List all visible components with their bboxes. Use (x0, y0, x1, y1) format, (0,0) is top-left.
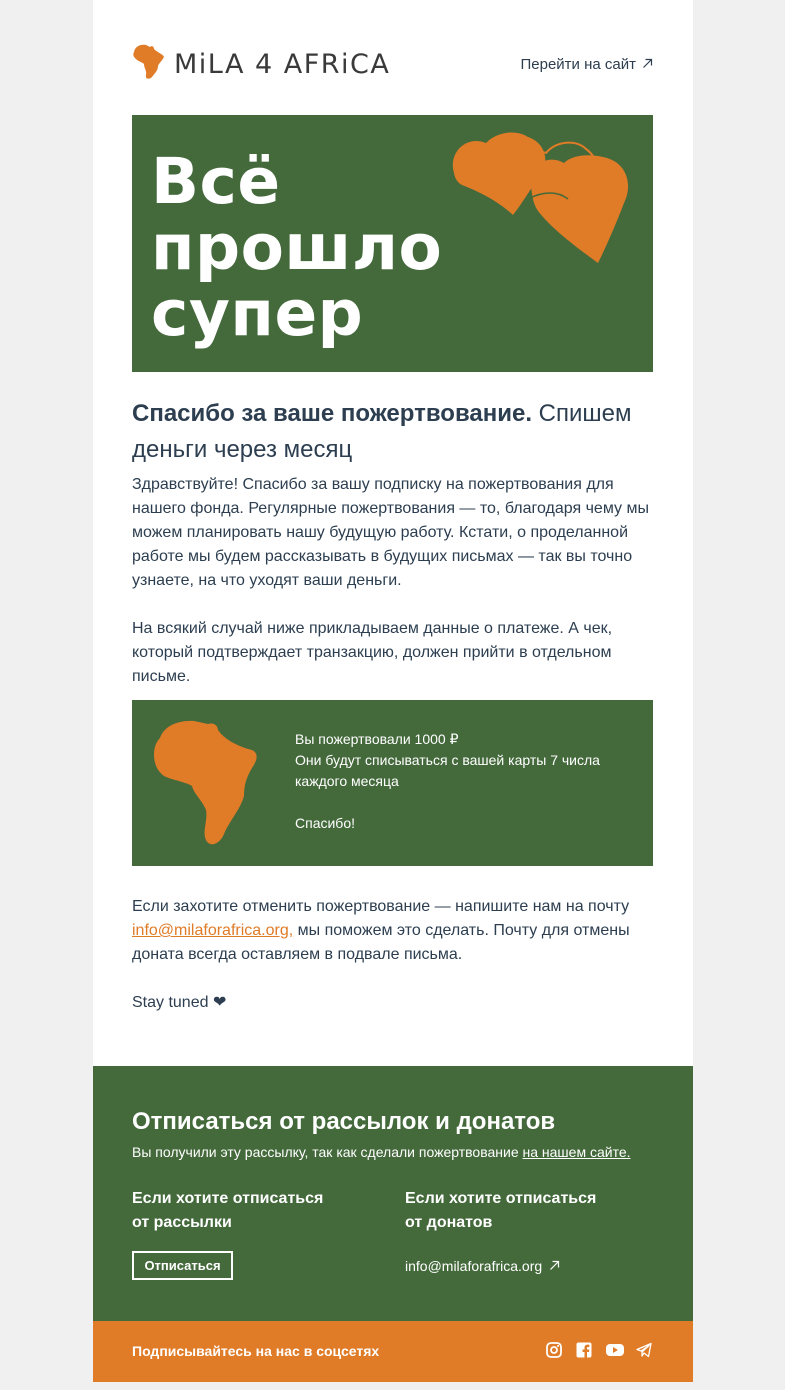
telegram-icon[interactable] (636, 1342, 652, 1360)
lead-bold: Спасибо за ваше пожертвование. (132, 400, 532, 427)
go-to-site-label: Перейти на сайт (520, 56, 636, 73)
email-card (93, 0, 693, 1066)
footer-subtitle-text: Вы получили эту рассылку, так как сделали пожертвование (132, 1144, 523, 1160)
lead-heading (132, 396, 653, 468)
social-icons (546, 1342, 652, 1360)
unsubscribe-newsletter-title: Если хотите отписаться от рассылки (132, 1190, 324, 1231)
donation-spacer (295, 792, 625, 813)
payment-note-paragraph: На всякий случай ниже прикладываем данные о платеже. А чек, который подтверждает транзакцию, должен прийти в отдельном письме. (132, 620, 613, 685)
social-bar (93, 1321, 693, 1382)
hero-title-line3: супер (151, 277, 364, 350)
email-header (132, 44, 653, 84)
africa-logo-icon (132, 44, 166, 85)
unsubscribe-donations-title: Если хотите отписаться от донатов (405, 1190, 597, 1231)
signoff-text: Stay tuned ❤ (132, 994, 227, 1011)
social-label: Подписывайтесь на нас в соцсетях (132, 1343, 380, 1359)
cancel-text-before: Если захотите отменить пожертвование — напишите нам на почту (132, 898, 630, 915)
external-arrow-icon (636, 56, 653, 73)
hero-banner (132, 115, 653, 372)
instagram-icon[interactable] (546, 1342, 562, 1360)
donation-text (295, 729, 625, 834)
footer-title: Отписаться от рассылок и донатов (132, 1108, 556, 1135)
footer-email-link[interactable] (405, 1258, 560, 1274)
hero-title-line1: Всё (151, 145, 281, 218)
youtube-icon[interactable] (606, 1342, 622, 1360)
donation-schedule: Они будут списываться с вашей карты 7 числа каждого месяца (295, 752, 600, 789)
cancel-email-link[interactable]: info@milaforafrica.org, (132, 922, 294, 939)
lead-rest: Спишем деньги через месяц (132, 400, 632, 463)
cancel-text-after: мы поможем это сделать. Почту для отмены доната всегда оставляем в подвале письма. (132, 922, 630, 963)
hero-title (151, 145, 443, 350)
africa-map-icon (152, 720, 266, 852)
logo[interactable] (132, 44, 390, 85)
external-arrow-icon (542, 1258, 560, 1274)
unsubscribe-button[interactable]: Отписаться (132, 1251, 233, 1280)
footer-subtitle (132, 1144, 631, 1160)
donation-summary-box (132, 700, 653, 866)
cancel-paragraph (132, 895, 653, 967)
intro-paragraph: Здравствуйте! Спасибо за вашу подписку на пожертвования для нашего фонда. Регулярные пожертвования — то, благодаря чему мы можем планировать нашу будущую работу. Кстати, о проделанной работе мы будем рассказывать в будущих письмах — так вы точно узнаете, на что уходят ваши деньги. (132, 476, 649, 589)
donation-amount: Вы пожертвовали 1000 ₽ (295, 731, 459, 747)
logo-text: MiLA 4 AFRiCA (174, 49, 391, 80)
donation-thanks: Спасибо! (295, 815, 355, 831)
footer-site-link[interactable]: на нашем сайте. (522, 1144, 631, 1160)
footer-email-label: info@milaforafrica.org (405, 1258, 543, 1274)
go-to-site-link[interactable] (521, 56, 654, 73)
hero-title-line2: прошло (151, 211, 443, 284)
unsubscribe-footer (93, 1066, 693, 1321)
hearts-icon (448, 129, 643, 274)
facebook-icon[interactable] (576, 1342, 592, 1360)
